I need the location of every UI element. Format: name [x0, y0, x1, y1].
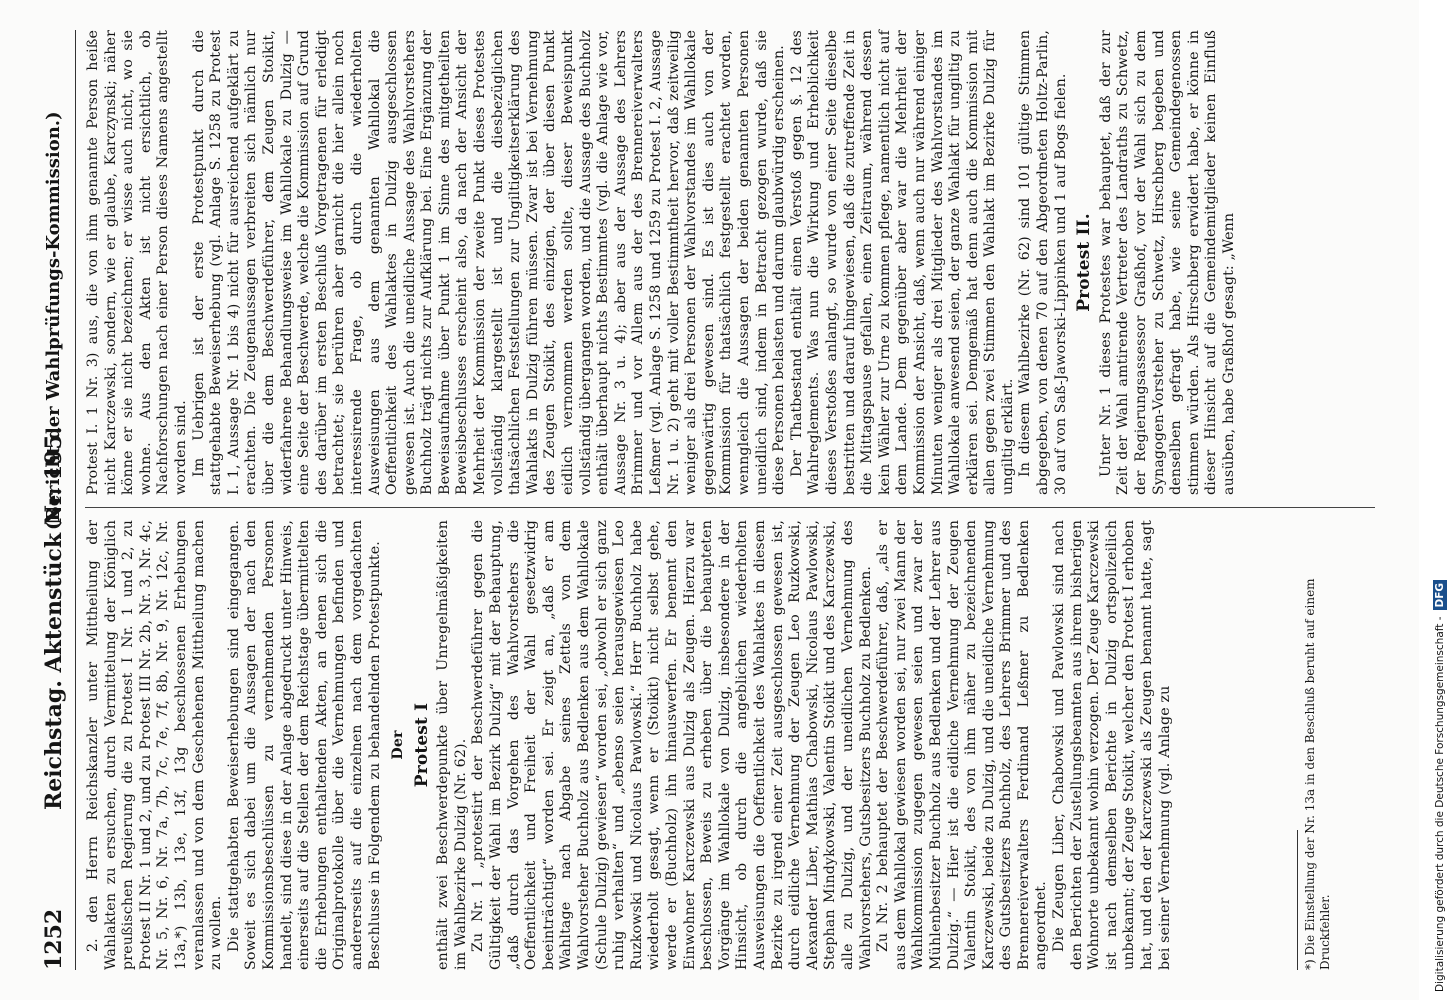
column-separator	[85, 507, 1375, 508]
paragraph: Im Uebrigen ist der erste Protestpunkt durch die stattgehabte Beweiserhebung (vgl. Anlage S. 1258 zu Protest I. 1, Aussage Nr. 1 bis 4) nicht für ausreichend aufgeklärt zu erachten. Die Zeugenaussagen verbreiten sich nämlich nur über die dem Beschwerdeführer, dem Zeugen Stoikit, widerfahrene Behandlungsweise im Wahllokale zu Dulzig — eine Seite der Beschwerde, welche die Kommission auf Grund des darüber im ersten Beschluß Vorgetragenen für erledigt betrachtet; sie berühren aber garnicht die hier allein noch interessirende Frage, ob durch die wiederholten Ausweisungen aus dem genannten Wahllokal die Oeffentlichkeit des Wahlaktes in Dulzig ausgeschlossen gewesen ist. Auch die uneidliche Aussage des Wahlvorstehers Buchholz trägt nichts zur Aufklärung bei. Eine Ergänzung der Beweisaufnahme über Punkt 1 im Sinne des mitgetheilten Beweisbeschlusses erscheint also, da nach der Ansicht der Mehrheit der Kommission der zweite Punkt dieses Protestes vollständig klargestellt ist und die diesbezüglichen thatsächlichen Feststellungen zur Ungiltigkeitserklärung des Wahlakts in Dulzig führen müssen. Zwar ist bei Vernehmung des Zeugen Stoikit, des einzigen, der über diesen Punkt eidlich vernommen werden sollte, dieser Beweispunkt vollständig übergangen worden, und die Aussage des Buchholz enthält überhaupt nichts Bestimmtes (vgl. die Anlage wie vor, Aussage Nr. 3 u. 4); aber aus der Aussage des Lehrers Brimmer und vor Allem aus der des Brennereiverwalters Leßmer (vgl. Anlage S. 1258 und 1259 zu Protest I. 2, Aussage Nr. 1 u. 2) geht mit voller Bestimmtheit hervor, daß zeitweilig weniger als drei Personen der Wahlvorstandes im Wahllokale gegenwärtig gewesen sind. Es ist dies auch von der Kommission für thatsächlich festgestellt erachtet worden, wenngleich die Aussagen der beiden genannten Personen uneidlich sind, indem in Betracht gezogen wurde, daß sie diese Personen belasten und darum glaubwürdig erscheinen.	[190, 30, 788, 495]
paragraph: enthält zwei Beschwerdepunkte über Unregelmäßigkeiten im Wahlbezirke Dulzig (Nr. 62).	[435, 520, 469, 970]
credit-text	[1433, 12, 1447, 992]
header-right-title: (Bericht der Wahlprüfungs-Kommission.)	[43, 111, 64, 530]
paragraph: In diesem Wahlbezirke (Nr. 62) sind 101 gültige Stimmen abgegeben, von denen 70 auf den Abgeordneten Holtz-Parlin, 30 auf von Saß-Jaworski-Lippinken und 1 auf Bogs fielen.	[1017, 30, 1069, 495]
heading-der: Der	[390, 730, 407, 760]
paragraph: Die stattgehabten Beweiserhebungen sind eingegangen. Soweit es sich dabei um die Aussagen der nach den Kommissionsbeschlüssen zu vernehmenden Personen handelt, sind diese in der Anlage abgedruckt unter Hinweis, einerseits auf die Stellen der dem Reichstage übermittelten die Erhebungen enthaltenden Akten, an denen sich die Originalprotokolle über die Vernehmungen befinden und andererseits auf die einzelnen nach dem vorgedachten Beschlusse in Folgendem zu behandelnden Protestpunkte.	[225, 520, 383, 970]
heading-protest-1: Protest I	[411, 702, 432, 788]
paragraph: Zu Nr. 1 „protestirt der Beschwerdeführer gegen die Gültigkeit der Wahl im Bezirk Dulzig“ mit der Behauptung, „daß durch das Vorgehen des Wahlvorstehers die Oeffentlichkeit und Freiheit der Wahl gesetzwidrig beeinträchtigt“ worden sei. Er zeigt an, „daß er am Wahltage nach Abgabe seines Zettels von dem Wahlvorsteher Buchholz aus Bedlenken aus dem Wahllokale (Schule Dulzig) gewiesen“ worden sei, „obwohl er sich ganz ruhig verhalten“ und „ebenso seien herausgewiesen Leo Ruzkowski und Nicolaus Pawlowski.“ Herr Buchholz habe wiederholt gesagt, wenn er (Stoikit) nicht selbst gehe, werde er (Buchholz) ihn hinauswerfen. Er benennt den Einwohner Karczewski aus Dulzig als Zeugen. Hierzu war beschlossen, Beweis zu erheben über die behaupteten Vorgänge im Wahllokale von Dulzig, insbesondere in der Hinsicht, ob durch die angeblichen wiederholten Ausweisungen die Oeffentlichkeit des Wahlaktes in diesem Bezirke zu irgend einer Zeit ausgeschlossen gewesen ist, durch eidliche Vernehmung der Zeugen Leo Ruzkowski, Alexander Liber, Mathias Chabowski, Nicolaus Pawlowski, Stephan Mindykowski, Valentin Stoikit und des Karczewski, alle zu Dulzig, und der uneidlichen Vernehmung des Wahlvorstehers, Gutsbesitzers Buchholz zu Bedlenken.	[470, 520, 874, 970]
page-header	[35, 30, 75, 970]
paragraph: 2. den Herrn Reichskanzler unter Mittheilung der Wahlakten zu ersuchen, durch Vermittelung der Königlich preußischen Regierung die zu Protest I Nr. 1 und 2, zu Protest II Nr. 1 und 2, und zu Protest III Nr. 2b, Nr. 3, Nr. 4c, Nr. 5, Nr. 6, Nr. 7a, 7b, 7c, 7e, 7f, 8b, Nr. 9, Nr. 12c, Nr. 13a,*) 13b, 13e, 13f, 13g beschlossenen Erhebungen veranlassen und von dem Geschehenen Mittheilung machen zu wollen.	[85, 520, 225, 970]
paragraph: Unter Nr. 1 dieses Protestes war behauptet, daß der zur Zeit der Wahl amtirende Vertreter des Landraths zu Schwetz, der Regierungsassessor Graßhof, vor der Wahl sich zu dem Synagogen-Vorsteher zu Schwetz, Hirschberg begeben und denselben gefragt habe, wie seine Gemeindegenossen stimmen würden. Als Hirschberg erwidert habe, er könne in dieser Hinsicht auf die Gemeindemitglieder keinen Einfluß ausüben, habe Graßhof gesagt: „Wenn	[1097, 30, 1237, 495]
heading-protest-2: Protest II.	[1074, 213, 1095, 312]
header-rule	[75, 30, 76, 970]
paragraph: Protest I. 1 Nr. 3) aus, die von ihm genannte Person heiße nicht Karczewski, sondern, wie er glaube, Karczynski; näher könne er sie nicht bezeichnen; er wisse auch nicht, wo sie wohne. Aus den Akten ist nicht ersichtlich, ob Nachforschungen nach einer Person dieses Namens angestellt worden sind.	[85, 30, 189, 495]
digitization-credit-strip	[1419, 0, 1446, 1000]
paragraph: Die Zeugen Liber, Chabowski und Pawlowski sind nach den Berichten der Zustellungsbeamten aus ihrem bisherigen Wohnorte unbekannt wohin verzogen. Der Zeuge Karczewski ist nach demselben Berichte in Dulzig ortspolizeilich unbekannt; der Zeuge Stoikit, welcher den Protest I erhoben hat, und den der Karczewski als Zeugen benannt hatte, sagt bei seiner Vernehmung (vgl. Anlage zu	[1051, 520, 1173, 970]
paragraph: Zu Nr. 2 behauptet der Beschwerdeführer, daß, „als er aus dem Wahllokal gewiesen worden sei, nur zwei Mann der Wahlkommission zugegen gewesen seien und zwar der Mühlenbesitzer Buchholz aus Bedlenken und der Lehrer aus Dulzig.“ — Hier ist die eidliche Vernehmung der Zeugen Valentin Stoikit, des von ihm näher zu bezeichnenden Karczewski, beide zu Dulzig, und die uneidliche Vernehmung des Gutsbesitzers Buchholz, des Lehrers Brimmer und des Brennereiverwalters Ferdinand Leßmer zu Bedlenken angeordnet.	[875, 520, 1050, 970]
dfg-logo: DFG	[1433, 580, 1447, 611]
paragraph: Der Thatbestand enthält einen Verstoß gegen §. 12 des Wahlreglements. Was nun die Wirkung und Erheblichkeit dieses Verstoßes anlangt, so wurde von einer Seite dieselbe bestritten und darauf hingewiesen, daß die zutreffende Zeit in die Mittagspause gefallen, einen Zeitraum, während dessen kein Wähler zur Urne zu kommen pflege, namentlich nicht auf dem Lande. Dem gegenüber aber war die Mehrheit der Kommission der Ansicht, daß, wenn auch nur während einiger Minuten weniger als drei Mitglieder des Wahlvorstandes im Wahllokale anwesend seien, der ganze Wahlakt für ungiltig zu erklären sei. Demgemäß hat denn auch die Kommission mit allen gegen zwei Stimmen den Wahlakt im Bezirke Dulzig für ungiltig erklärt.	[788, 30, 1016, 495]
rotated-page-content	[35, 30, 1415, 970]
text-column-left	[85, 520, 1395, 970]
header-left-title: Reichstag. Aktenstück Nr. 195.	[41, 426, 67, 810]
credit-label: Digitalisierung gefördert durch die Deutsche Forschungsgemeinschaft -	[1434, 616, 1446, 992]
footnote-rule	[1297, 830, 1298, 970]
footnote: *) Die Einstellung der Nr. 13a in den Beschluß beruht auf einem Druckfehler.	[1303, 578, 1332, 970]
page-number: 1252	[41, 908, 67, 970]
text-column-right	[85, 30, 1395, 495]
